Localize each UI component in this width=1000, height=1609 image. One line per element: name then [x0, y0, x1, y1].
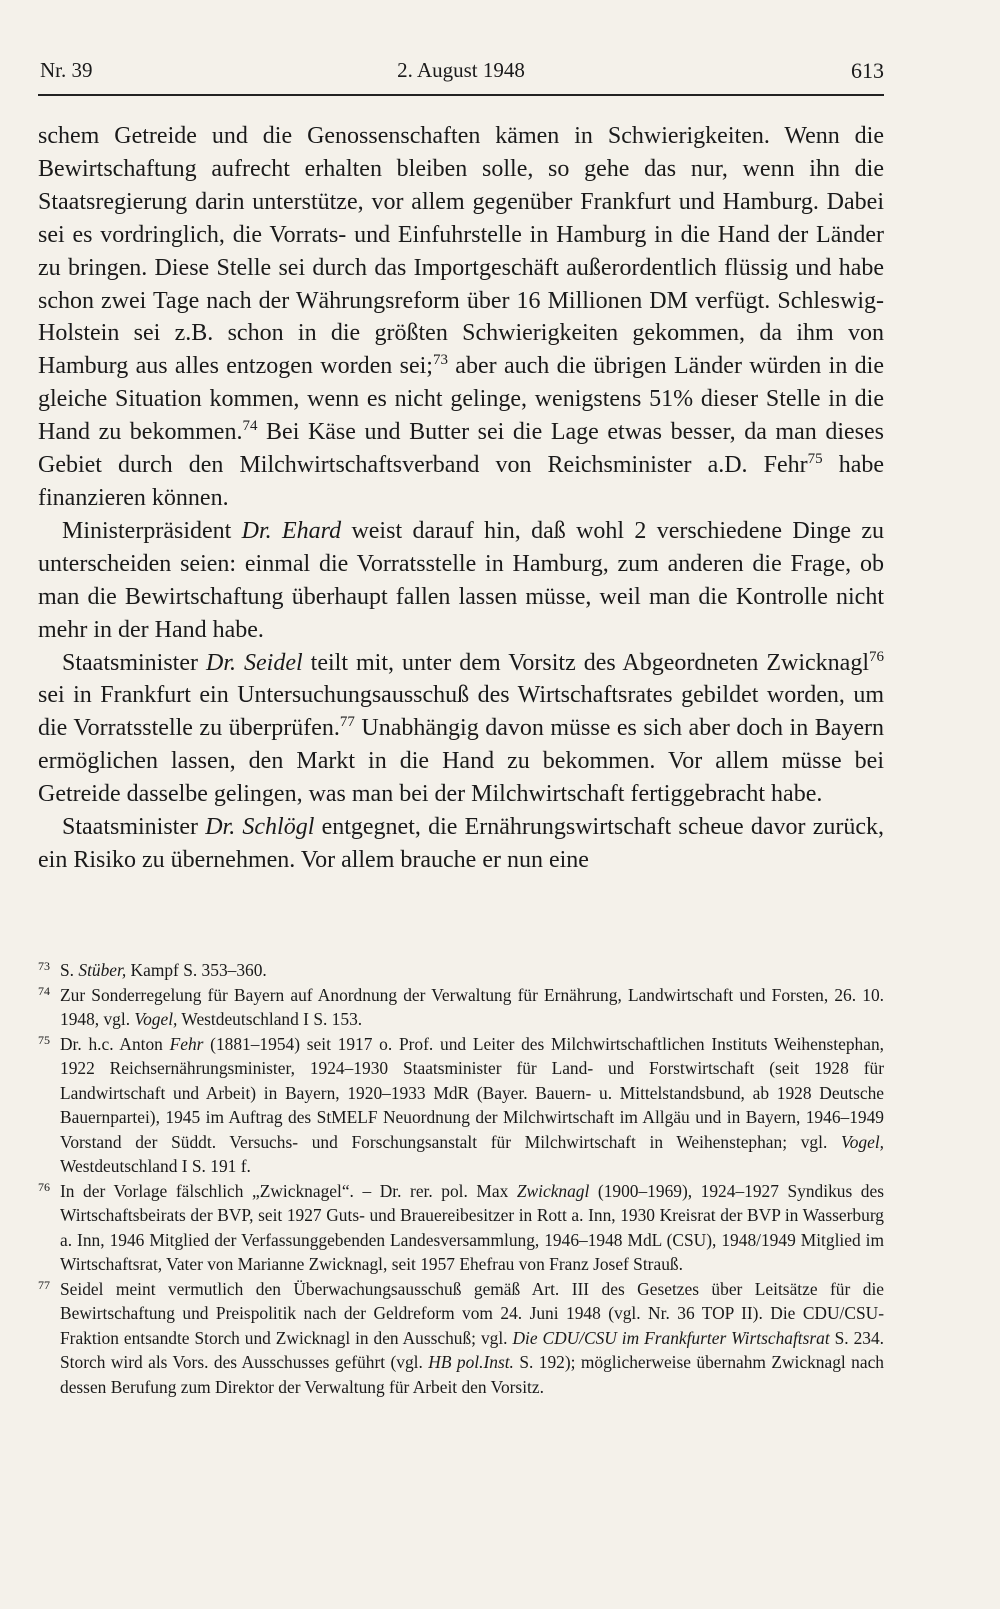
- paragraph-2: [38, 515, 884, 647]
- text-run: Zur Sonderregelung für Bayern auf Anordnung der Verwaltung für Ernährung, Landwirtschaft und Forsten, 26. 10. 1948, vgl.: [60, 984, 884, 1029]
- paragraph-3: [38, 647, 884, 812]
- person-name: Zwicknagl: [516, 1180, 590, 1201]
- footnote-number: 73: [38, 959, 50, 973]
- footnote-77: [38, 1277, 884, 1400]
- text-run: entgegnet, die Ernährungswirtschaft scheue davor zurück, ein Risiko zu übernehmen. Vor allem brauche er nun eine: [38, 814, 885, 873]
- footnote-number: 74: [38, 983, 50, 998]
- text-run: Staatsminister: [62, 814, 206, 841]
- page-number: 613: [851, 58, 884, 83]
- header-rule: [38, 94, 884, 96]
- publication-title: HB pol.Inst.: [428, 1352, 514, 1372]
- footnote-75: [38, 1032, 884, 1179]
- text-run: S. 234. Storch wird als Vors. des Ausschusses geführt (vgl.: [60, 1327, 884, 1372]
- text-run: In der Vorlage fälschlich „Zwicknagel“. – Dr. rer. pol. Max: [60, 1180, 517, 1201]
- footnote-74: [38, 983, 884, 1032]
- text-run: Seidel meint vermutlich den Überwachungsausschuß gemäß Art. III des Gesetzes über Leitsätze für die Bewirtschaftung und Preispolitik nach der Geldreform vom 24. Juni 1948 (vgl. Nr. 36 TOP II). Die CDU/CSU-Fraktion entsandte Storch und Zwicknagl in den Ausschuß; vgl.: [60, 1278, 884, 1348]
- publication-title: Die CDU/CSU im Frankfurter Wirtschaftsrat: [512, 1327, 830, 1348]
- footnote-76: [38, 1179, 884, 1277]
- footnote-73: [38, 958, 884, 983]
- speaker-name: Dr. Seidel: [206, 649, 303, 676]
- paragraph-1: [38, 120, 884, 515]
- paragraph-4: [38, 811, 884, 877]
- running-header: [38, 58, 884, 90]
- text-run: S. 192); möglicherweise übernahm Zwicknagl nach dessen Berufung zum Direktor der Verwaltung für Arbeit den Vorsitz.: [60, 1352, 884, 1397]
- footnote-ref-77: 77: [339, 714, 355, 731]
- speaker-name: Dr. Ehard: [241, 517, 342, 544]
- text-run: aber auch die übrigen Länder würden in die gleiche Situation kommen, wenn es nicht gelinge, wenigstens 51% dieser Stelle in die Hand zu bekommen.: [38, 353, 884, 446]
- main-text: [38, 120, 884, 877]
- header-date: 2. August 1948: [397, 58, 525, 82]
- text-run: Westdeutschland I S. 153.: [177, 1009, 363, 1029]
- text-run: (1900–1969), 1924–1927 Syndikus des Wirtschaftsbeirats der BVP, seit 1927 Guts- und Brauereibesitzer in Rott a. Inn, 1930 Kreisrat der BVP in Wasserburg a. Inn, 1946 Mitglied der Verfassunggebenden Landesversammlung, 1946–1948 MdL (CSU), 1948/1949 Mitglied im Wirtschaftsrat, Vater von Marianne Zwicknagl, seit 1957 Ehefrau von Franz Josef Strauß.: [60, 1180, 884, 1274]
- footnote-ref-73: 73: [432, 352, 448, 369]
- text-run: (1881–1954) seit 1917 o. Prof. und Leiter des Milchwirtschaftlichen Instituts Weihenstephan, 1922 Reichsernährungsminister, 1924–1930 Staatsminister für Land- und Forstwirtschaft (seit 1928 für Landwirtschaft und Arbeit) in Bayern, 1920–1933 MdR (Bayer. Bauern- u. Mittelstandsbund, ab 1928 Deutsche Bauernpartei), 1945 im Auftrag des StMELF Neuordnung der Milchwirtschaft im Allgäu und in Bayern, 1946–1949 Vorstand der Süddt. Versuchs- und Forschungsanstalt für Milchwirtschaft in Weihenstephan; vgl.: [60, 1033, 884, 1152]
- text-run: habe finanzieren können.: [38, 452, 884, 511]
- footnote-ref-76: 76: [869, 648, 885, 665]
- speaker-name: Dr. Schlögl: [205, 814, 315, 841]
- text-run: Dr. h.c. Anton: [60, 1033, 170, 1054]
- footnote-ref-74: 74: [242, 418, 258, 435]
- text-run: schem Getreide und die Genossenschaften kämen in Schwierigkeiten. Wenn die Bewirtschaftung aufrecht erhalten bleiben solle, so gehe das nur, wenn ihn die Staatsregierung darin unterstütze, vor allem gegenüber Frankfurt und Hamburg. Dabei sei es vordringlich, die Vorrats- und Einfuhrstelle in Hamburg in die Hand der Länder zu bringen. Diese Stelle sei durch das Importgeschäft außerordentlich flüssig und habe schon zwei Tage nach der Währungsreform über 16 Millionen DM verfügt. Schleswig-Holstein sei z.B. schon in die größten Schwierigkeiten gekommen, da ihm von Hamburg aus alles entzogen worden sei;: [38, 123, 884, 380]
- footnote-number: 76: [38, 1179, 50, 1194]
- footnotes: [38, 958, 884, 1399]
- text-run: S.: [60, 960, 79, 980]
- footnote-ref-75: 75: [807, 451, 823, 468]
- author-name: Vogel,: [841, 1131, 884, 1152]
- person-name: Fehr: [169, 1033, 204, 1054]
- footnote-number: 75: [38, 1032, 50, 1047]
- author-name: Vogel,: [134, 1009, 178, 1029]
- text-run: Unabhängig davon müsse es sich aber doch in Bayern ermöglichen lassen, den Markt in die Hand zu bekommen. Vor allem müsse bei Getreide dasselbe gelingen, was man bei der Milchwirtschaft fertiggebracht habe.: [38, 715, 885, 808]
- text-run: Bei Käse und Butter sei die Lage etwas besser, da man dieses Gebiet durch den Milchwirtschaftsverband von Reichsminister a.D. Fehr: [38, 419, 884, 479]
- author-name: Stüber,: [78, 960, 127, 980]
- text-run: Westdeutschland I S. 191 f.: [60, 1156, 251, 1176]
- text-run: teilt mit, unter dem Vorsitz des Abgeordneten Zwicknagl: [302, 649, 870, 676]
- text-run: Kampf S. 353–360.: [126, 960, 267, 980]
- footnote-number: 77: [38, 1277, 50, 1292]
- issue-number: Nr. 39: [40, 58, 93, 82]
- text-run: Staatsminister: [62, 649, 206, 676]
- text-run: sei in Frankfurt ein Untersuchungsausschuß des Wirtschaftsrates gebildet worden, um die Vorratsstelle zu überprüfen.: [38, 682, 884, 742]
- text-run: Ministerpräsident: [62, 517, 242, 544]
- text-run: weist darauf hin, daß wohl 2 verschiedene Dinge zu unterscheiden seien: einmal die Vorratsstelle in Hamburg, zum anderen die Frage, ob man die Bewirtschaftung überhaupt fallen lassen müsse, weil man die Kontrolle nicht mehr in der Hand habe.: [38, 517, 884, 643]
